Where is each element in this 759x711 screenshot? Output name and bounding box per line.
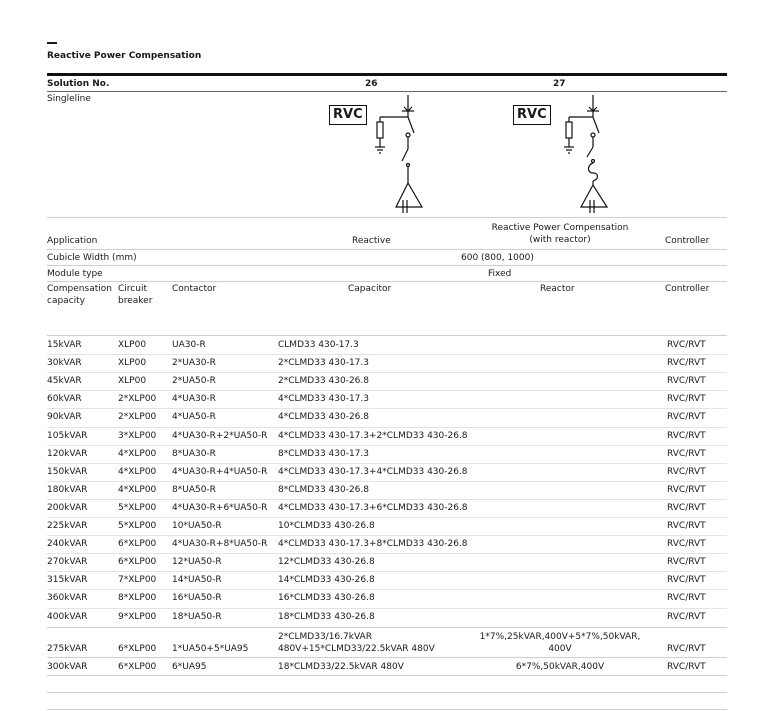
cell-capacity: 30kVAR [47, 358, 82, 369]
table-row [47, 336, 727, 354]
table-row [47, 553, 727, 571]
cell-circuit-breaker: 4*XLP00 [118, 466, 157, 477]
reactor-row-2-contactor: 6*UA95 [172, 662, 207, 672]
table-row [47, 608, 727, 626]
cell-contactor: 4*UA30-R+8*UA50-R [172, 539, 268, 550]
reactor-row-1-cap: 275kVAR [47, 644, 88, 654]
divider [47, 692, 727, 693]
cell-contactor: 10*UA50-R [172, 521, 222, 531]
cubicle-width-value: 600 (800, 1000) [461, 253, 534, 263]
cell-controller: RVC/RVT [667, 430, 706, 441]
cell-circuit-breaker: XLP00 [118, 376, 147, 387]
module-type-label: Module type [47, 269, 103, 279]
cell-controller: RVC/RVT [667, 394, 706, 405]
cell-capacitor: 12*CLMD33 430-26.8 [278, 557, 375, 568]
cell-capacitor: 14*CLMD33 430-26.8 [278, 575, 375, 586]
section-marker [47, 42, 57, 44]
reactor-row-1-cb: 6*XLP00 [118, 644, 157, 654]
header-rule [47, 73, 727, 76]
cell-circuit-breaker: 8*XLP00 [118, 593, 157, 604]
cell-contactor: 4*UA30-R+6*UA50-R [172, 502, 268, 513]
cell-capacity: 200kVAR [47, 502, 88, 513]
reactor-row-1-ctrl: RVC/RVT [667, 644, 706, 654]
divider [47, 657, 727, 658]
col-controller: Controller [665, 284, 710, 294]
cell-capacitor: 2*CLMD33 430-26.8 [278, 376, 369, 387]
cell-capacity: 45kVAR [47, 376, 82, 387]
rvc-badge-27: RVC [513, 105, 551, 125]
cell-controller: RVC/RVT [667, 502, 706, 513]
cell-capacitor: 8*CLMD33 430-17.3 [278, 448, 369, 459]
cell-capacity: 270kVAR [47, 557, 88, 568]
reactor-row-1-reactor-line1: 1*7%,25kVAR,400V+5*7%,50kVAR, [479, 632, 641, 642]
table-row [47, 463, 727, 481]
cell-circuit-breaker: 9*XLP00 [118, 611, 157, 622]
cell-circuit-breaker: 7*XLP00 [118, 575, 157, 586]
cell-contactor: 4*UA30-R+4*UA50-R [172, 466, 268, 477]
cell-capacitor: 4*CLMD33 430-17.3+2*CLMD33 430-26.8 [278, 430, 468, 441]
reactor-row-2-cb: 6*XLP00 [118, 662, 157, 672]
cell-capacitor: 4*CLMD33 430-26.8 [278, 412, 369, 423]
cell-contactor: 8*UA30-R [172, 448, 216, 459]
table-row [47, 354, 727, 372]
section-title: Reactive Power Compensation [47, 51, 202, 61]
cell-controller: RVC/RVT [667, 539, 706, 550]
solution-26: 26 [365, 79, 378, 89]
cell-controller: RVC/RVT [667, 340, 706, 350]
cell-circuit-breaker: 6*XLP00 [118, 557, 157, 568]
cell-capacity: 360kVAR [47, 593, 88, 604]
cell-contactor: 2*UA50-R [172, 376, 216, 387]
divider [47, 627, 727, 628]
cell-contactor: 4*UA50-R [172, 412, 216, 423]
cell-capacitor: 18*CLMD33 430-26.8 [278, 611, 375, 622]
cell-circuit-breaker: XLP00 [118, 340, 147, 350]
cell-circuit-breaker: 6*XLP00 [118, 539, 157, 550]
cell-controller: RVC/RVT [667, 484, 706, 495]
cell-contactor: 12*UA50-R [172, 557, 222, 568]
solution-27: 27 [553, 79, 566, 89]
application-rpc-line1: Reactive Power Compensation [491, 223, 629, 233]
col-comp-line1: Compensation [47, 284, 112, 294]
cell-contactor: 2*UA30-R [172, 358, 216, 369]
application-rpc-line2: (with reactor) [529, 235, 591, 245]
table-row [47, 408, 727, 426]
cell-capacity: 225kVAR [47, 521, 88, 531]
cell-capacity: 150kVAR [47, 466, 88, 477]
reactor-row-2-cap: 300kVAR [47, 662, 88, 672]
application-controller: Controller [665, 236, 710, 246]
cell-controller: RVC/RVT [667, 448, 706, 459]
cell-contactor: 14*UA50-R [172, 575, 222, 586]
cell-capacitor: 4*CLMD33 430-17.3+8*CLMD33 430-26.8 [278, 539, 468, 550]
module-type-value: Fixed [488, 269, 512, 279]
reactor-row-2-ctrl: RVC/RVT [667, 662, 706, 672]
col-cb-line1: Circuit [118, 284, 147, 294]
cell-contactor: 8*UA50-R [172, 484, 216, 495]
table-row [47, 390, 727, 408]
cell-circuit-breaker: XLP00 [118, 358, 147, 369]
cell-capacitor: 4*CLMD33 430-17.3+6*CLMD33 430-26.8 [278, 502, 468, 513]
col-contactor: Contactor [172, 284, 217, 294]
table-row [47, 517, 727, 535]
divider [47, 709, 727, 710]
cell-circuit-breaker: 3*XLP00 [118, 430, 157, 441]
cell-capacity: 90kVAR [47, 412, 82, 423]
cell-controller: RVC/RVT [667, 466, 706, 477]
divider [47, 265, 727, 266]
cell-capacitor: 2*CLMD33 430-17.3 [278, 358, 369, 369]
cell-controller: RVC/RVT [667, 376, 706, 387]
cell-contactor: 18*UA50-R [172, 611, 222, 622]
cell-controller: RVC/RVT [667, 521, 706, 531]
cell-controller: RVC/RVT [667, 575, 706, 586]
cell-capacity: 400kVAR [47, 611, 88, 622]
solution-label: Solution No. [47, 79, 110, 89]
reactor-row-1-contactor: 1*UA50+5*UA95 [172, 644, 249, 654]
table-row [47, 481, 727, 499]
col-capacitor: Capacitor [348, 284, 392, 294]
table-row [47, 535, 727, 553]
table-row [47, 427, 727, 445]
application-label: Application [47, 236, 98, 246]
cell-controller: RVC/RVT [667, 557, 706, 568]
cell-circuit-breaker: 5*XLP00 [118, 502, 157, 513]
cell-capacitor: 4*CLMD33 430-17.3 [278, 394, 369, 405]
cell-capacity: 60kVAR [47, 394, 82, 405]
cell-capacitor: 8*CLMD33 430-26.8 [278, 484, 369, 495]
application-reactive: Reactive [352, 236, 391, 246]
table-row [47, 372, 727, 390]
singleline-diagram-26 [370, 95, 440, 215]
table-row [47, 499, 727, 517]
cell-capacitor: 10*CLMD33 430-26.8 [278, 521, 375, 531]
cell-controller: RVC/RVT [667, 412, 706, 423]
cell-contactor: 4*UA30-R [172, 394, 216, 405]
cell-circuit-breaker: 2*XLP00 [118, 394, 157, 405]
reactor-row-2-reactor-line1: 6*7%,50kVAR,400V [515, 662, 605, 672]
cell-controller: RVC/RVT [667, 593, 706, 604]
reactor-row-1-cap-line1: 2*CLMD33/16.7kVAR [278, 632, 372, 642]
col-cb-line2: breaker [118, 296, 153, 306]
cubicle-width-label: Cubicle Width (mm) [47, 253, 137, 263]
cell-capacity: 240kVAR [47, 539, 88, 550]
cell-circuit-breaker: 5*XLP00 [118, 521, 157, 531]
reactor-row-2-cap-line1: 18*CLMD33/22.5kVAR 480V [278, 662, 404, 672]
cell-capacitor: CLMD33 430-17.3 [278, 340, 359, 350]
cell-circuit-breaker: 4*XLP00 [118, 448, 157, 459]
cell-capacity: 315kVAR [47, 575, 88, 586]
cell-capacity: 15kVAR [47, 340, 82, 350]
reactor-row-1-cap-line2: 480V+15*CLMD33/22.5kVAR 480V [278, 644, 435, 654]
header-underline [47, 91, 727, 92]
cell-capacity: 120kVAR [47, 448, 88, 459]
cell-capacity: 105kVAR [47, 430, 88, 441]
table-row [47, 589, 727, 607]
table-row [47, 571, 727, 589]
cell-capacity: 180kVAR [47, 484, 88, 495]
cell-contactor: 4*UA30-R+2*UA50-R [172, 430, 268, 441]
cell-capacitor: 16*CLMD33 430-26.8 [278, 593, 375, 604]
divider [47, 281, 727, 282]
cell-circuit-breaker: 2*XLP00 [118, 412, 157, 423]
cell-controller: RVC/RVT [667, 358, 706, 369]
cell-contactor: 16*UA50-R [172, 593, 222, 604]
divider [47, 675, 727, 676]
col-reactor: Reactor [540, 284, 575, 294]
singleline-label: Singleline [47, 94, 91, 104]
divider [47, 217, 727, 218]
divider [47, 249, 727, 250]
table-row [47, 445, 727, 463]
singleline-diagram-27 [555, 95, 625, 215]
cell-controller: RVC/RVT [667, 611, 706, 622]
cell-contactor: UA30-R [172, 340, 206, 350]
cell-capacitor: 4*CLMD33 430-17.3+4*CLMD33 430-26.8 [278, 466, 468, 477]
reactor-row-1-reactor-line2: 400V [548, 644, 572, 654]
cell-circuit-breaker: 4*XLP00 [118, 484, 157, 495]
rvc-badge-26: RVC [329, 105, 367, 125]
col-comp-line2: capacity [47, 296, 85, 306]
